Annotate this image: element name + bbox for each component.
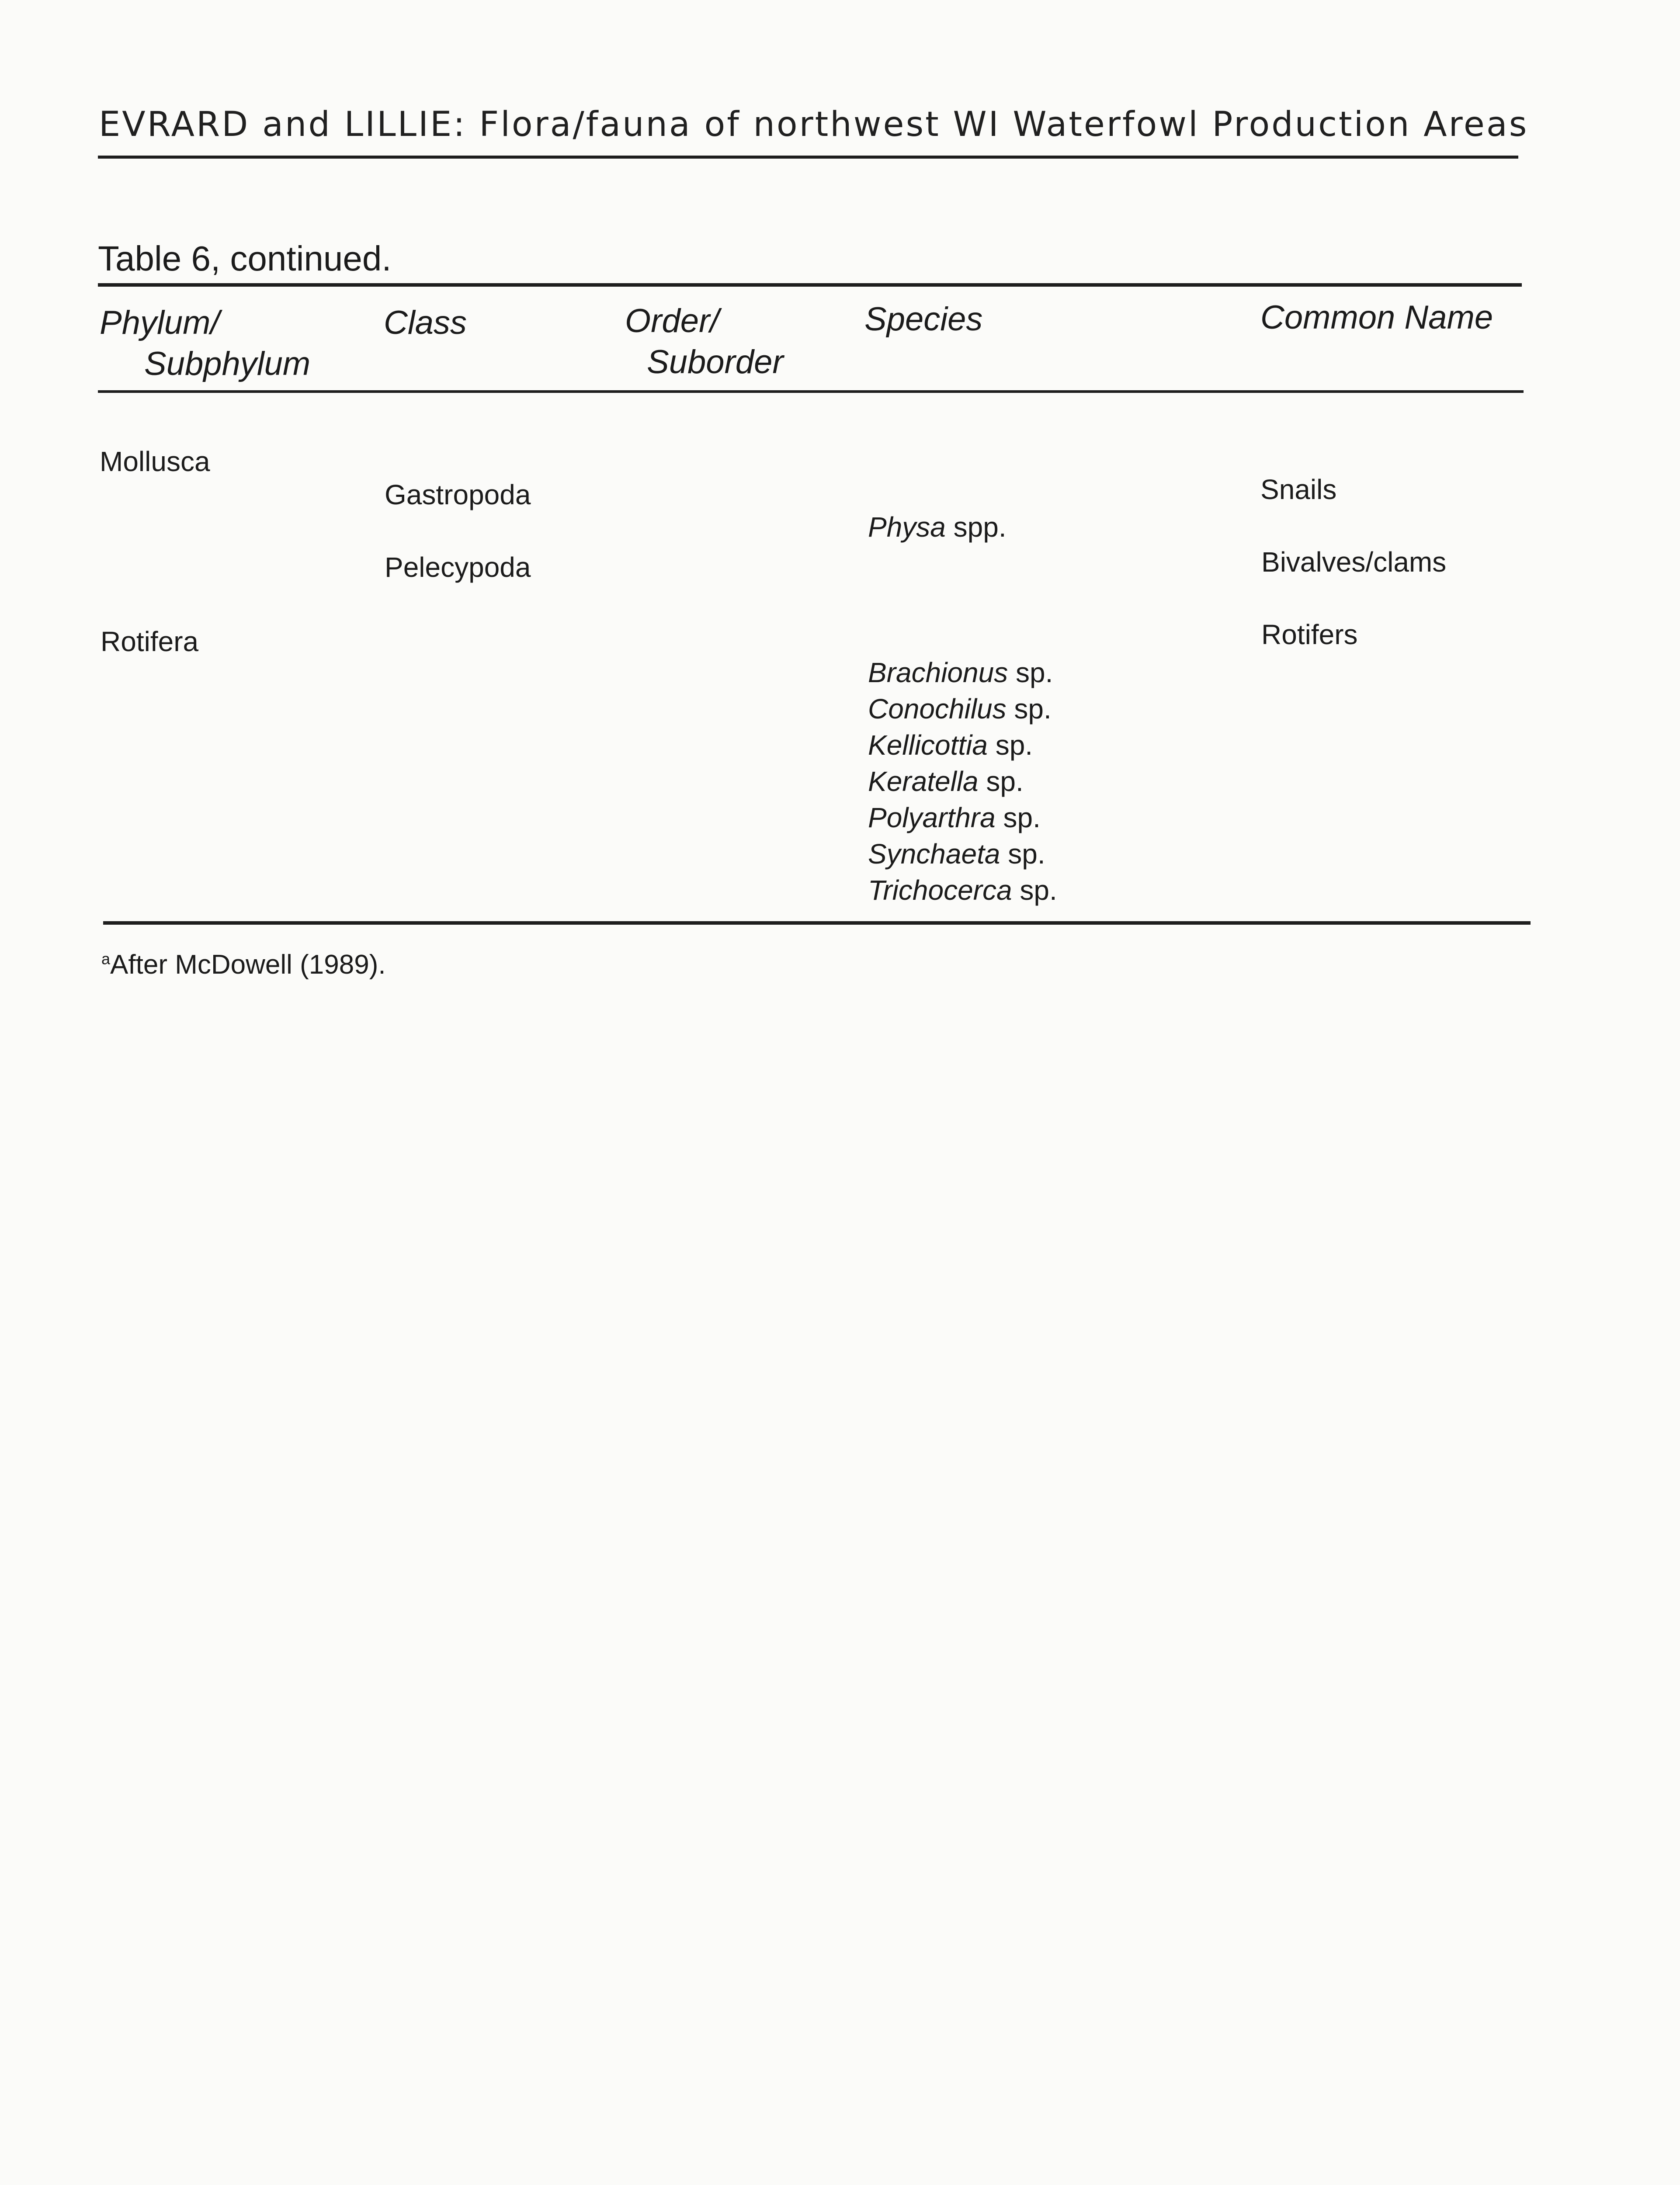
species-row-trichocerca: [868, 872, 1057, 909]
species-suffix: sp.: [1012, 874, 1057, 906]
species-row-brachionus: [868, 655, 1057, 691]
column-header-class-line1: Class: [384, 304, 467, 341]
species-row-polyarthra: [868, 800, 1057, 836]
column-header-species-line1: Species: [864, 301, 983, 338]
footnote-marker: a: [101, 950, 111, 968]
running-head: EVRARD and LILLIE: Flora/fauna of northwest WI Waterfowl Production Areas: [99, 105, 1529, 144]
phylum-cell-mollusca: Mollusca: [100, 446, 210, 477]
species-row-keratella: [868, 763, 1057, 800]
table-header-rule: [98, 390, 1524, 393]
class-cell-gastropoda: Gastropoda: [385, 479, 531, 510]
column-header-common-name-line1: Common Name: [1260, 299, 1493, 336]
species-row-conochilus: [868, 691, 1057, 727]
footnote-text: After McDowell (1989).: [110, 950, 386, 980]
table-caption: Table 6, continued.: [98, 239, 392, 278]
table-top-rule: [98, 283, 1522, 287]
column-header-order-line1: Order/: [625, 302, 719, 340]
species-genus: Trichocerca: [868, 874, 1012, 906]
species-cell-physa: [868, 510, 1007, 545]
species-row-synchaeta: [868, 836, 1057, 872]
common-name-cell-bivalves: Bivalves/clams: [1261, 546, 1447, 578]
column-header-phylum-line1: Phylum/: [100, 304, 220, 341]
column-header-common-name: [1260, 297, 1493, 338]
species-genus: Keratella: [868, 766, 979, 797]
column-header-phylum-line2: Subphylum: [144, 345, 311, 382]
species-suffix: sp.: [987, 729, 1033, 761]
species-row-kellicottia: [868, 727, 1057, 763]
species-genus: Polyarthra: [868, 802, 996, 833]
species-suffix: sp.: [1006, 693, 1052, 725]
column-header-order: [625, 301, 784, 383]
running-head-rule: [98, 156, 1518, 159]
rotifera-species-list: [868, 655, 1057, 909]
species-genus: Kellicottia: [868, 729, 988, 761]
species-genus: Conochilus: [868, 693, 1007, 725]
table-bottom-rule: [103, 921, 1531, 925]
species-genus: Synchaeta: [868, 838, 1000, 870]
species-suffix: spp.: [945, 511, 1007, 543]
species-genus: Physa: [868, 511, 946, 543]
column-header-class: [384, 302, 467, 343]
column-header-species: [864, 299, 982, 340]
species-suffix: sp.: [1008, 657, 1053, 688]
species-suffix: sp.: [978, 766, 1024, 797]
common-name-cell-snails: Snails: [1260, 474, 1337, 505]
class-cell-pelecypoda: Pelecypoda: [385, 551, 531, 583]
species-suffix: sp.: [995, 802, 1041, 833]
column-header-phylum: [100, 302, 310, 385]
table-footnote: [101, 949, 386, 980]
species-suffix: sp.: [1000, 838, 1045, 870]
phylum-cell-rotifera: Rotifera: [101, 626, 199, 657]
species-genus: Brachionus: [868, 657, 1008, 688]
column-header-order-line2: Suborder: [647, 343, 784, 381]
common-name-cell-rotifers: Rotifers: [1261, 619, 1358, 650]
